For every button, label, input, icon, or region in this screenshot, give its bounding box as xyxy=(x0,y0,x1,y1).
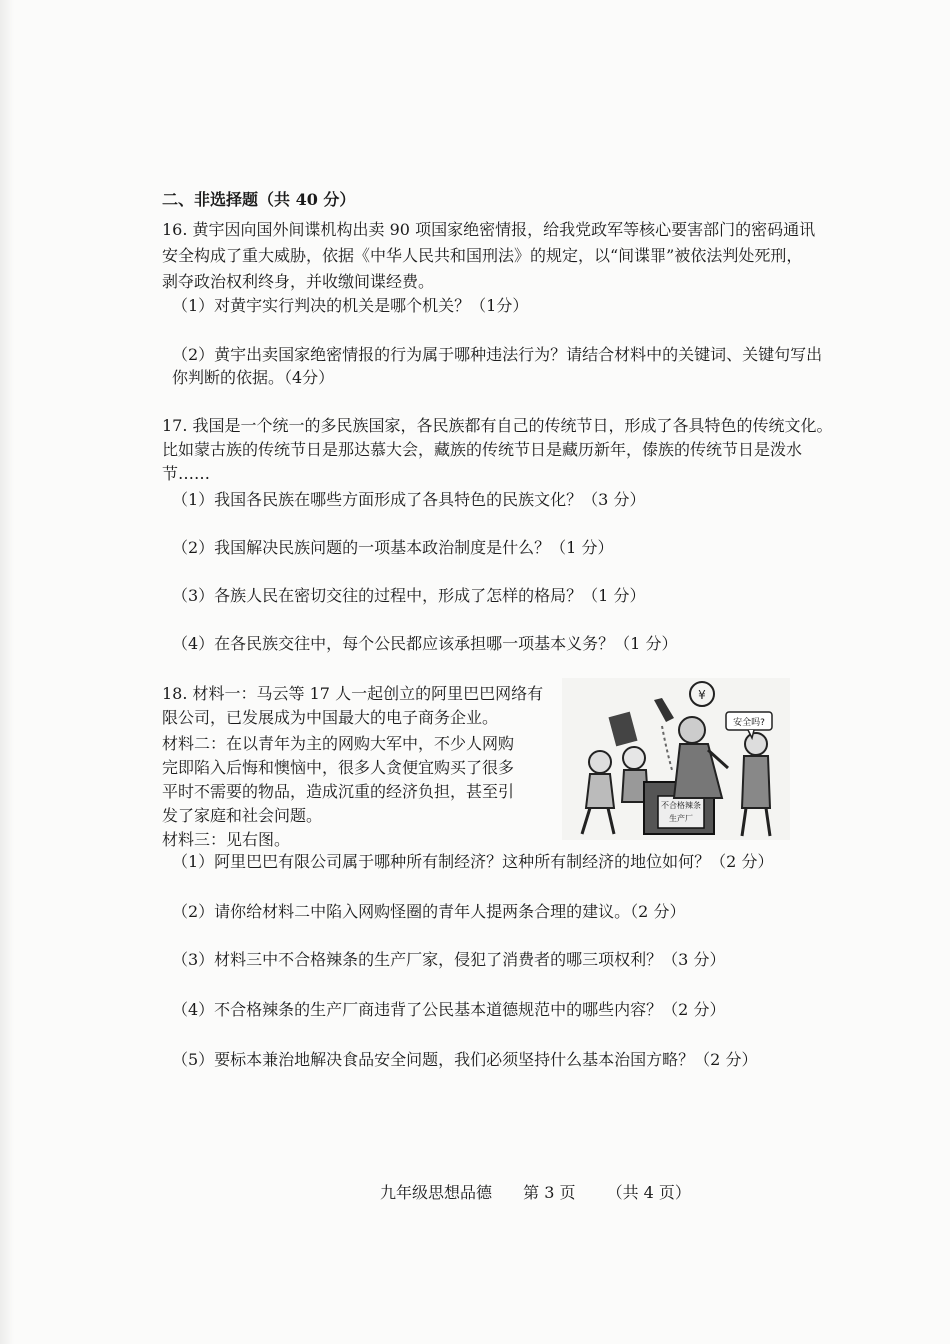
cartoon-illustration xyxy=(562,678,790,840)
q18-sub-question-4: （4）不合格辣条的生产厂商违背了公民基本道德规范中的哪些内容？（2 分） xyxy=(172,1000,726,1019)
svg-text:¥: ¥ xyxy=(698,688,706,702)
box-label: 不合格辣条 xyxy=(661,801,701,810)
q17-text-line-1: 17. 我国是一个统一的多民族国家，各民族都有自己的传统节日，形成了各具特色的传统文化。 xyxy=(162,416,833,435)
q17-text-line-3: 节…… xyxy=(162,464,211,483)
q16-text-line-1: 16. 黄宇因向国外间谍机构出卖 90 项国家绝密情报，给我党政军等核心要害部门的密码通讯 xyxy=(162,220,816,239)
page-footer xyxy=(380,1180,717,1203)
scan-shadow-left xyxy=(0,0,14,1344)
q18-material-line-2: 限公司，已发展成为中国最大的电子商务企业。 xyxy=(162,708,499,727)
q18-sub-question-5: （5）要标本兼治地解决食品安全问题，我们必须坚持什么基本治国方略？（2 分） xyxy=(172,1050,758,1069)
q16-sub-question-2: （2）黄宇出卖国家绝密情报的行为属于哪种违法行为？请结合材料中的关键词、关键句写出 xyxy=(172,345,823,364)
q17-sub-question-3: （3）各族人民在密切交往的过程中，形成了怎样的格局？（1 分） xyxy=(172,586,646,605)
section-title: 二、非选择题（共 40 分） xyxy=(162,190,356,209)
q18-sub-question-1: （1）阿里巴巴有限公司属于哪种所有制经济？这种所有制经济的地位如何？（2 分） xyxy=(172,852,774,871)
q18-sub-question-3: （3）材料三中不合格辣条的生产厂家，侵犯了消费者的哪三项权利？（3 分） xyxy=(172,950,726,969)
q18-material-line-1: 18. 材料一：马云等 17 人一起创立的阿里巴巴网络有 xyxy=(162,684,544,703)
box-label-2: 生产厂 xyxy=(669,814,693,823)
q17-sub-question-1: （1）我国各民族在哪些方面形成了各具特色的民族文化？（3 分） xyxy=(172,490,646,509)
footer-total-pages: （共 4 页） xyxy=(606,1183,691,1202)
footer-page-number: 第 3 页 xyxy=(523,1183,576,1202)
q18-sub-question-2: （2）请你给材料二中陷入网购怪圈的青年人提两条合理的建议。（2 分） xyxy=(172,902,686,921)
q18-material-line-6: 发了家庭和社会问题。 xyxy=(162,806,323,825)
q16-text-line-3: 剥夺政治权利终身，并收缴间谍经费。 xyxy=(162,272,435,291)
q17-text-line-2: 比如蒙古族的传统节日是那达慕大会，藏族的传统节日是藏历新年，傣族的传统节日是泼水 xyxy=(162,440,803,459)
q18-material-line-5: 平时不需要的物品，造成沉重的经济负担，甚至引 xyxy=(162,782,515,801)
q17-sub-question-4: （4）在各民族交往中，每个公民都应该承担哪一项基本义务？（1 分） xyxy=(172,634,678,653)
q16-text-line-2: 安全构成了重大威胁，依据《中华人民共和国刑法》的规定，以“间谍罪”被依法判处死刑， xyxy=(162,246,803,265)
q16-sub-question-1: （1）对黄宇实行判决的机关是哪个机关？（1分） xyxy=(172,296,529,315)
speech-bubble-text: 安全吗? xyxy=(733,718,765,728)
q17-sub-question-2: （2）我国解决民族问题的一项基本政治制度是什么？（1 分） xyxy=(172,538,614,557)
footer-subject: 九年级思想品德 xyxy=(380,1183,493,1202)
q18-material-line-4: 完即陷入后悔和懊恼中，很多人贪便宜购买了很多 xyxy=(162,758,515,777)
q18-material-line-7: 材料三：见右图。 xyxy=(162,830,291,849)
q18-material-line-3: 材料二：在以青年为主的网购大军中，不少人网购 xyxy=(162,734,515,753)
q16-sub-question-2-cont: 你判断的依据。（4分） xyxy=(172,368,335,387)
